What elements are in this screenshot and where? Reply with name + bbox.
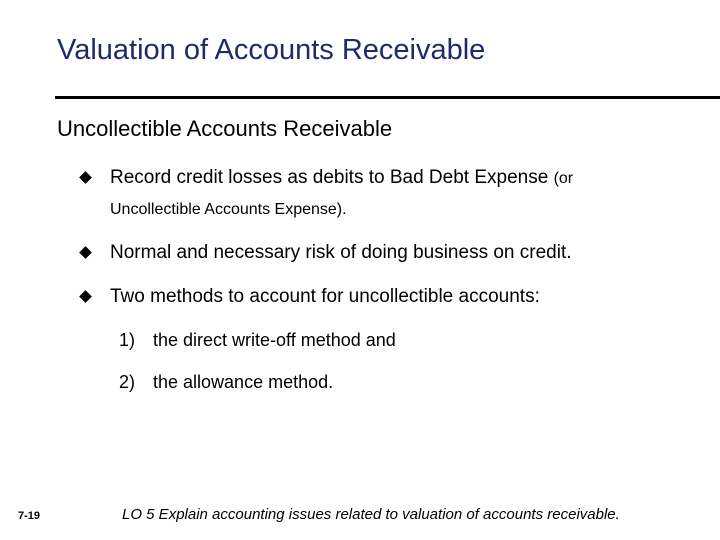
slide-subtitle: Uncollectible Accounts Receivable bbox=[57, 116, 393, 141]
diamond-bullet-icon bbox=[79, 171, 92, 184]
diamond-bullet-icon bbox=[79, 246, 92, 259]
bullet-text-small: (or bbox=[553, 170, 574, 187]
bullet-text: Two methods to account for uncollectible accounts: bbox=[110, 286, 540, 307]
diamond-bullet-icon bbox=[79, 290, 92, 303]
sub-item-number: 2) bbox=[119, 372, 136, 392]
sub-item-2 bbox=[119, 372, 333, 393]
sub-item-text: the direct write-off method and bbox=[153, 330, 396, 350]
slide-title: Valuation of Accounts Receivable bbox=[57, 34, 486, 66]
title-divider bbox=[55, 96, 720, 99]
sub-item-1 bbox=[119, 330, 396, 351]
bullet-text-main: Record credit losses as debits to Bad Debt Expense bbox=[110, 167, 554, 188]
bullet-continuation: Uncollectible Accounts Expense). bbox=[110, 201, 347, 218]
sub-item-number: 1) bbox=[119, 330, 136, 350]
page-number: 7-19 bbox=[18, 510, 41, 522]
learning-objective-footer: LO 5 Explain accounting issues related to valuation of accounts receivable. bbox=[122, 506, 620, 523]
bullet-text: Normal and necessary risk of doing business on credit. bbox=[110, 242, 572, 263]
bullet-text bbox=[110, 167, 573, 189]
sub-item-text: the allowance method. bbox=[153, 372, 334, 392]
